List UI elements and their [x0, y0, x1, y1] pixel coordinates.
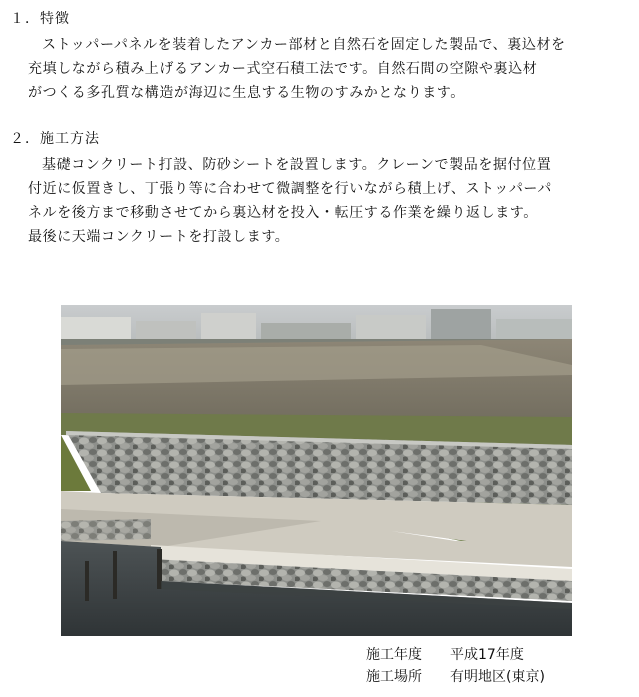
- caption-year-label: 施工年度: [366, 647, 422, 663]
- section2-line-3: ネルを後方まで移動させてから裏込材を投入・転圧する作業を繰り返します。: [28, 205, 538, 221]
- section1-line-3: がつくる多孔質な構造が海辺に生息する生物のすみかとなります。: [28, 85, 465, 101]
- section1-line-1: ストッパーパネルを装着したアンカー部材と自然石を固定した製品で、裏込材を: [42, 37, 566, 53]
- section2-line-4: 最後に天端コンクリートを打設します。: [28, 229, 290, 245]
- construction-photo: [61, 305, 572, 636]
- section2-line-1: 基礎コンクリート打設、防砂シートを設置します。クレーンで製品を据付位置: [42, 157, 552, 173]
- section2-heading: ２．施工方法: [10, 131, 100, 147]
- section1-heading: １．特徴: [10, 11, 70, 27]
- caption-year-row: [366, 644, 524, 664]
- section1-line-2: 充填しながら積み上げるアンカー式空石積工法です。自然石間の空隙や裏込材: [28, 61, 538, 77]
- caption-year-value: 平成17年度: [450, 647, 524, 663]
- caption-place-label: 施工場所: [366, 669, 422, 685]
- section2-line-2: 付近に仮置きし、丁張り等に合わせて微調整を行いながら積上げ、ストッパーパ: [28, 181, 552, 197]
- caption-place-value: 有明地区(東京): [450, 669, 545, 685]
- caption-place-row: [366, 666, 545, 686]
